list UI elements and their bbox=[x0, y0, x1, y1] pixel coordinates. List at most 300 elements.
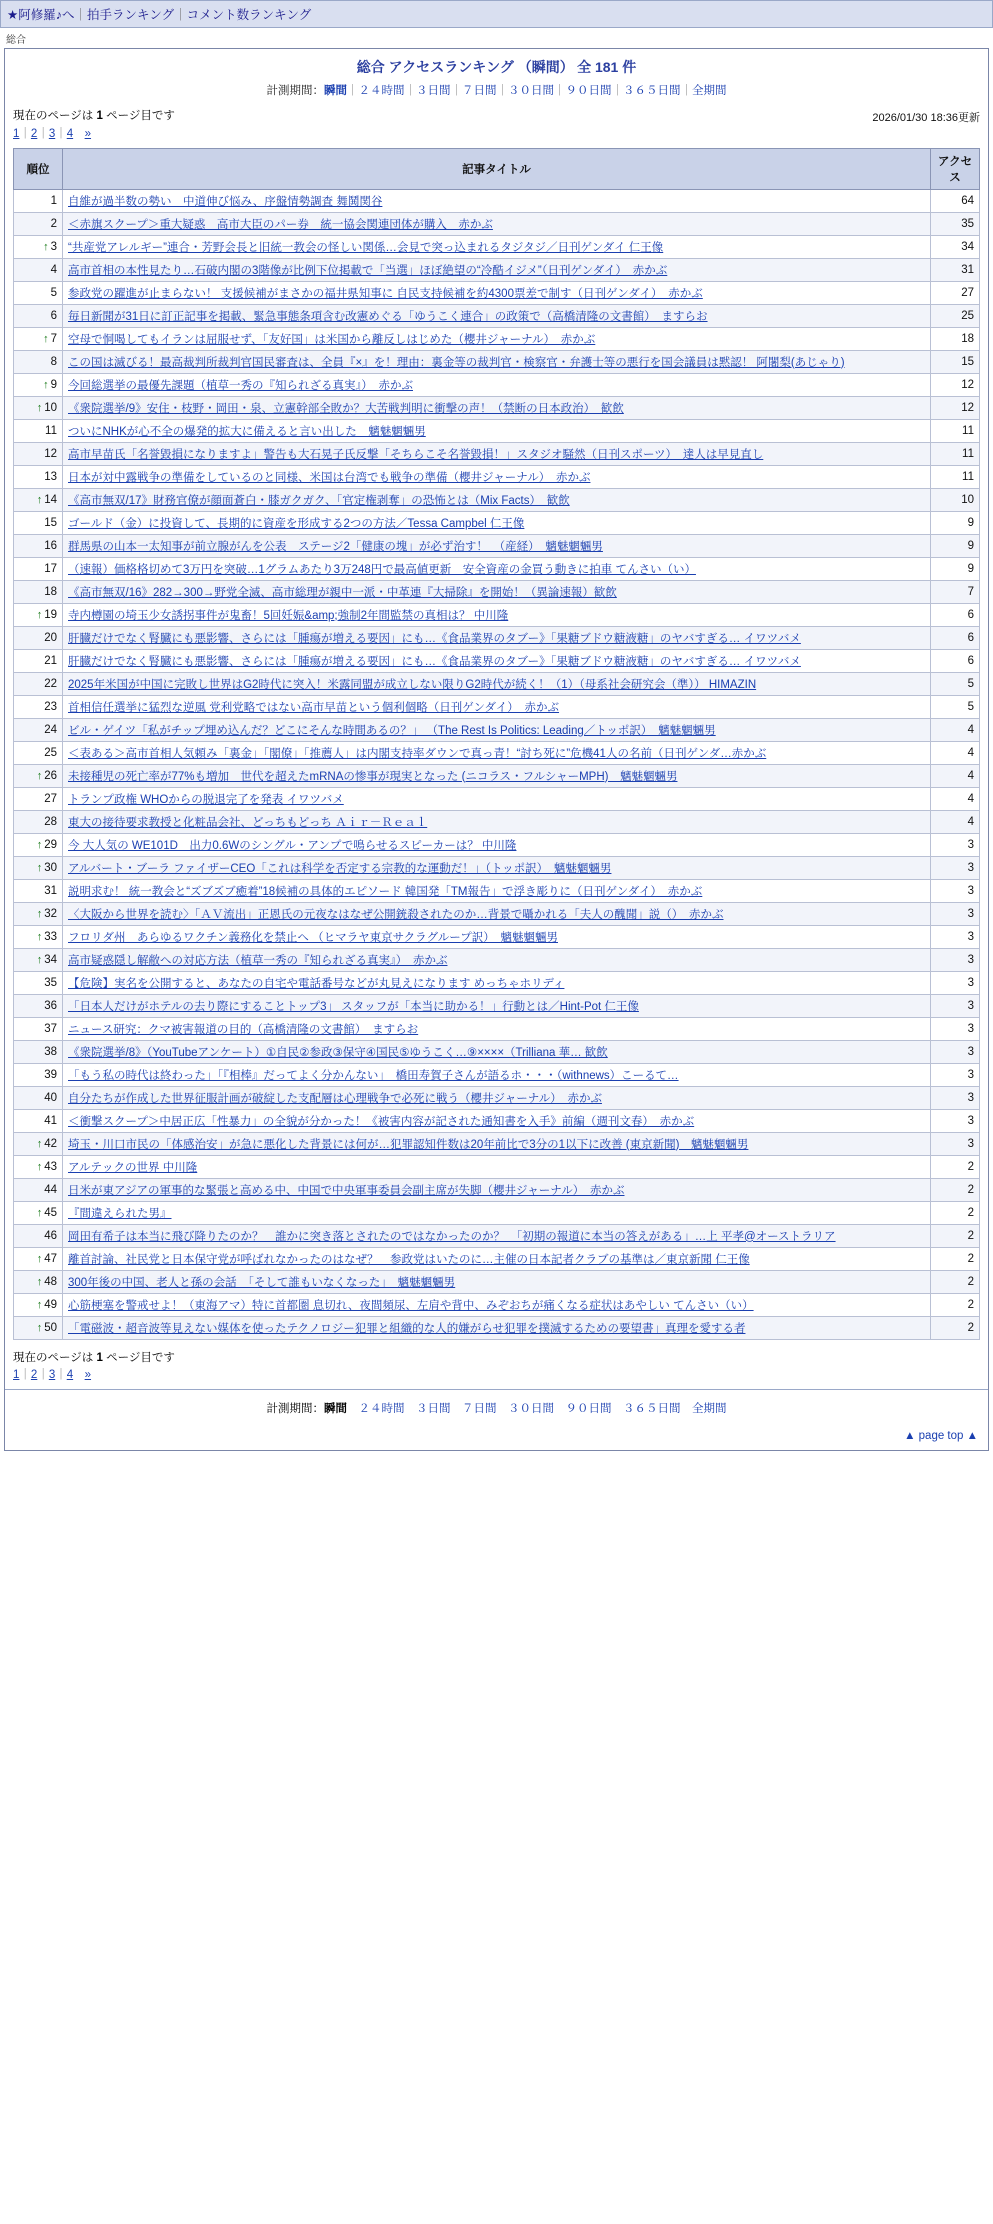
page-title-wrap bbox=[5, 49, 988, 79]
access-count-cell: 4 bbox=[931, 810, 980, 833]
article-title-link[interactable]: 《高市無双/16》282→300→野党全滅、高市総理が親中一派・中革連『大掃除』を開始！（異論速報）歓飲 bbox=[68, 586, 617, 599]
rank-number: 9 bbox=[50, 378, 57, 391]
arrow-up-icon: ↑ bbox=[36, 953, 43, 966]
arrow-up-icon: ↑ bbox=[43, 378, 49, 391]
title-cell bbox=[63, 810, 931, 833]
rank-cell bbox=[14, 626, 63, 649]
article-title-link[interactable]: ゴールド（金）に投資して、長期的に資産を形成する2つの方法／Tessa Campbel 仁王像 bbox=[68, 517, 525, 530]
title-cell bbox=[63, 212, 931, 235]
table-row bbox=[14, 212, 980, 235]
rank-number: 35 bbox=[44, 976, 57, 989]
title-cell bbox=[63, 1017, 931, 1040]
article-title-link[interactable]: ＜表ある＞高市首相人気頼み「裏金」「閣僚」「推薦人」は内閣支持率ダウンで真っ青！“討ち死に”危機41人の名前（日刊ゲンダ…赤かぶ bbox=[68, 747, 767, 760]
rank-cell bbox=[14, 810, 63, 833]
table-row bbox=[14, 1201, 980, 1224]
table-header-row bbox=[14, 148, 980, 189]
rank-number: 11 bbox=[45, 424, 57, 437]
rank-number: 50 bbox=[44, 1321, 57, 1334]
rank-cell bbox=[14, 879, 63, 902]
title-cell bbox=[63, 350, 931, 373]
table-row bbox=[14, 258, 980, 281]
table-row bbox=[14, 1224, 980, 1247]
title-cell bbox=[63, 1247, 931, 1270]
article-title-link[interactable]: 自維が過半数の勢い 中道伸び悩み、序盤情勢調査 舞鬨関谷 bbox=[68, 195, 383, 208]
access-count-cell: 6 bbox=[931, 626, 980, 649]
page-status-post-top: ページ目です bbox=[106, 110, 175, 122]
access-count-cell: 4 bbox=[931, 741, 980, 764]
article-title-link[interactable]: 〈大阪から世界を読む〉「ＡＶ流出」正恩氏の元夜なはなぜ公開銃殺されたのか…背景で囁かれる「夫人の醜聞」説（） 赤かぶ bbox=[68, 908, 724, 921]
table-row bbox=[14, 580, 980, 603]
title-cell bbox=[63, 258, 931, 281]
title-cell bbox=[63, 971, 931, 994]
title-cell bbox=[63, 695, 931, 718]
title-cell bbox=[63, 1224, 931, 1247]
table-row bbox=[14, 695, 980, 718]
article-title-link[interactable]: 「日本人だけがホテルの去り際にすることトップ3」 スタッフが「本当に助かる！」行動とは／Hint-Pot 仁王像 bbox=[68, 1000, 639, 1013]
arrow-up-icon: ↑ bbox=[36, 608, 43, 621]
title-cell bbox=[63, 304, 931, 327]
rank-number: 1 bbox=[50, 194, 57, 207]
paging-row-top bbox=[5, 106, 988, 144]
title-cell bbox=[63, 580, 931, 603]
article-title-link[interactable]: 日本が対中露戦争の準備をしているのと同様、米国は台湾でも戦争の準備（櫻井ジャーナル） 赤かぶ bbox=[68, 471, 591, 484]
article-title-link[interactable]: 肝臓だけでなく腎臓にも悪影響、さらには「腫瘍が増える要因」にも…《食品業界のタブー》「果糖ブドウ糖液糖」のヤバすぎる… イワツバメ bbox=[68, 655, 801, 668]
total-count: 全 181 件 bbox=[577, 59, 637, 75]
page-link-bottom-3[interactable]: 3 bbox=[48, 1369, 56, 1382]
rank-number: 13 bbox=[44, 470, 57, 483]
article-title-link[interactable]: 肝臓だけでなく腎臓にも悪影響、さらには「腫瘍が増える要因」にも…《食品業界のタブー》「果糖ブドウ糖液糖」のヤバすぎる… イワツバメ bbox=[68, 632, 801, 645]
arrow-up-icon: ↑ bbox=[43, 332, 49, 345]
access-count-cell: 11 bbox=[931, 465, 980, 488]
article-title-link[interactable]: 自分たちが作成した世界征服計画が破綻した支配層は心理戦争で必死に戦う（櫻井ジャーナル） 赤かぶ bbox=[68, 1092, 602, 1105]
article-title-link[interactable]: 今回総選挙の最優先課題（植草一秀の『知られざる真実』） 赤かぶ bbox=[68, 379, 413, 392]
article-title-link[interactable]: 『間違えられた男』 bbox=[68, 1207, 172, 1220]
article-title-link[interactable]: フロリダ州 あらゆるワクチン義務化を禁止へ （ヒマラヤ東京サクラグループ訳） 魑魅魍魎男 bbox=[68, 931, 558, 944]
access-count-cell: 3 bbox=[931, 1109, 980, 1132]
period-option-top-1[interactable]: ２４時間 bbox=[358, 85, 405, 97]
title-cell bbox=[63, 1178, 931, 1201]
period-option-top-5[interactable]: ９０日間 bbox=[565, 85, 612, 97]
rank-number: 28 bbox=[44, 815, 57, 828]
period-option-top-2[interactable]: ３日間 bbox=[416, 85, 451, 97]
title-cell bbox=[63, 1201, 931, 1224]
table-row bbox=[14, 396, 980, 419]
rank-number: 33 bbox=[44, 930, 57, 943]
access-count-cell: 9 bbox=[931, 534, 980, 557]
rank-number: 16 bbox=[44, 539, 57, 552]
table-row bbox=[14, 1086, 980, 1109]
period-option-bottom-4[interactable]: ３０日間 bbox=[508, 1403, 554, 1416]
rank-number: 24 bbox=[44, 723, 57, 736]
period-selector-bottom bbox=[5, 1390, 988, 1424]
table-row bbox=[14, 419, 980, 442]
rank-number: 32 bbox=[44, 907, 57, 920]
period-option-top-3[interactable]: ７日間 bbox=[462, 85, 497, 97]
arrow-up-icon: ↑ bbox=[36, 1206, 43, 1219]
access-count-cell: 9 bbox=[931, 557, 980, 580]
rank-cell bbox=[14, 1247, 63, 1270]
page-status-pre-top: 現在のページは bbox=[13, 110, 94, 122]
table-row bbox=[14, 442, 980, 465]
table-row bbox=[14, 925, 980, 948]
table-row bbox=[14, 626, 980, 649]
rank-number: 25 bbox=[44, 746, 57, 759]
rank-number: 43 bbox=[44, 1160, 57, 1173]
access-count-cell: 4 bbox=[931, 764, 980, 787]
period-option-bottom-5[interactable]: ９０日間 bbox=[565, 1403, 612, 1416]
access-count-cell: 2 bbox=[931, 1155, 980, 1178]
table-row bbox=[14, 833, 980, 856]
rank-cell bbox=[14, 419, 63, 442]
rank-number: 42 bbox=[44, 1137, 57, 1150]
page-top-link[interactable]: ▲ page top ▲ bbox=[904, 1430, 978, 1443]
ranking-table bbox=[13, 148, 980, 1340]
page-link-bottom-next[interactable]: » bbox=[84, 1369, 92, 1382]
rank-number: 31 bbox=[44, 884, 57, 897]
access-count-cell: 11 bbox=[931, 442, 980, 465]
access-count-cell: 25 bbox=[931, 304, 980, 327]
page-title: 総合 アクセスランキング （瞬間） bbox=[356, 59, 574, 75]
title-cell bbox=[63, 419, 931, 442]
rank-cell bbox=[14, 373, 63, 396]
article-title-link[interactable]: “共産党アレルギー”連合・芳野会長と旧統一教会の怪しい関係…会見で突っ込まれるタジタジ／日刊ゲンダイ 仁王像 bbox=[68, 241, 664, 254]
rank-number: 26 bbox=[44, 769, 57, 782]
rank-number: 44 bbox=[44, 1183, 57, 1196]
arrow-up-icon: ↑ bbox=[36, 401, 43, 414]
link-applause-ranking[interactable]: 拍手ランキング bbox=[86, 8, 175, 22]
pagination-bottom: 1｜2｜3｜4 » bbox=[13, 1369, 92, 1382]
table-row bbox=[14, 879, 980, 902]
access-count-cell: 12 bbox=[931, 396, 980, 419]
period-option-top-0[interactable]: 瞬間 bbox=[324, 85, 347, 97]
access-count-cell: 3 bbox=[931, 1086, 980, 1109]
page-link-top-4[interactable]: 4 bbox=[66, 127, 74, 140]
rank-cell bbox=[14, 1270, 63, 1293]
rank-cell bbox=[14, 695, 63, 718]
rank-number: 48 bbox=[44, 1275, 57, 1288]
rank-number: 15 bbox=[44, 516, 57, 529]
title-cell bbox=[63, 1155, 931, 1178]
rank-number: 5 bbox=[50, 286, 57, 299]
period-option-bottom-7[interactable]: 全期間 bbox=[692, 1403, 727, 1416]
rank-number: 20 bbox=[44, 631, 57, 644]
table-row bbox=[14, 1109, 980, 1132]
period-option-bottom-3[interactable]: ７日間 bbox=[462, 1403, 497, 1416]
access-count-cell: 2 bbox=[931, 1201, 980, 1224]
period-option-bottom-1[interactable]: ２４時間 bbox=[358, 1403, 405, 1416]
rank-cell bbox=[14, 189, 63, 212]
page-status-num-bottom: 1 bbox=[96, 1351, 103, 1364]
rank-cell bbox=[14, 764, 63, 787]
title-cell bbox=[63, 1086, 931, 1109]
article-title-link[interactable]: 離首討論、社民党と日本保守党が呼ばれなかったのはなぜ？ 参政党はいたのに…主催の日本記者クラブの基準は／東京新聞 仁王像 bbox=[68, 1253, 750, 1266]
period-label-bottom: 計測期間： bbox=[266, 1403, 324, 1416]
page-status-bottom bbox=[13, 1350, 980, 1368]
access-count-cell: 2 bbox=[931, 1247, 980, 1270]
rank-cell bbox=[14, 1155, 63, 1178]
nav-separator-1: ｜ bbox=[74, 8, 87, 22]
title-cell bbox=[63, 534, 931, 557]
rank-cell bbox=[14, 1178, 63, 1201]
article-title-link[interactable]: アルテックの世界 中川隆 bbox=[68, 1161, 198, 1174]
arrow-up-icon: ↑ bbox=[36, 861, 43, 874]
ranking-table-body bbox=[14, 189, 980, 1339]
table-row bbox=[14, 235, 980, 258]
rank-number: 18 bbox=[44, 585, 57, 598]
page-top-link-wrap bbox=[5, 1424, 988, 1450]
table-row bbox=[14, 1040, 980, 1063]
article-title-link[interactable]: （速報）価格格切めて3万円を突破…1グラムあたり3万248円で最高値更新 安全資産の金買う動きに拍車 てんさい（い） bbox=[68, 563, 696, 576]
article-title-link[interactable]: 300年後の中国、老人と孫の会話 「そして誰もいなくなった」 魑魅魍魎男 bbox=[68, 1276, 456, 1289]
table-row bbox=[14, 810, 980, 833]
article-title-link[interactable]: 《高市無双/17》財務官僚が顔面蒼白・膝ガクガク、「官定権剥奪」の恐怖とは（Mix Facts） 歓飲 bbox=[68, 494, 570, 507]
title-cell bbox=[63, 925, 931, 948]
article-title-link[interactable]: 寺内樽園の埼玉少女誘拐事件が鬼畜！5回妊娠&amp;強制2年間監禁の真相は？ 中川隆 bbox=[68, 609, 509, 622]
access-count-cell: 2 bbox=[931, 1224, 980, 1247]
table-row bbox=[14, 787, 980, 810]
title-cell bbox=[63, 902, 931, 925]
article-title-link[interactable]: ビル・ゲイツ「私がチップ埋め込んだ？どこにそんな時間あるの？」 （The Rest Is Politics: Leading／トッポ訳） 魑魅魍魎男 bbox=[68, 724, 716, 737]
table-row bbox=[14, 350, 980, 373]
table-row bbox=[14, 994, 980, 1017]
rank-cell bbox=[14, 1063, 63, 1086]
ranking-panel bbox=[4, 48, 989, 1451]
article-title-link[interactable]: 「もう私の時代は終わった」「『相棒』だってよく分かんない」 橋田寿賀子さんが語るホ・・・（withnews）こーるて… bbox=[68, 1069, 679, 1082]
article-title-link[interactable]: 参政党の躍進が止まらない！ 支援候補がまさかの福井県知事に 自民支持候補を約4300票差で制す（日刊ゲンダイ） 赤かぶ bbox=[68, 287, 703, 300]
rank-number: 38 bbox=[44, 1045, 57, 1058]
table-row bbox=[14, 281, 980, 304]
title-cell bbox=[63, 327, 931, 350]
period-option-top-6[interactable]: ３６５日間 bbox=[623, 85, 681, 97]
rank-cell bbox=[14, 1040, 63, 1063]
access-count-cell: 12 bbox=[931, 373, 980, 396]
nav-separator-2: ｜ bbox=[174, 8, 187, 22]
rank-number: 30 bbox=[44, 861, 57, 874]
article-title-link[interactable]: 今 大人気の WE101D 出力0.6Wのシングル・アンプで鳴らせるスピーカーは？ 中川隆 bbox=[68, 839, 517, 852]
title-cell bbox=[63, 1132, 931, 1155]
article-title-link[interactable]: 【危険】実名を公開すると、あなたの自宅や電話番号などが丸見えになります めっちゃホリディ bbox=[68, 977, 565, 990]
access-count-cell: 34 bbox=[931, 235, 980, 258]
rank-cell bbox=[14, 281, 63, 304]
table-row bbox=[14, 1316, 980, 1339]
table-row bbox=[14, 189, 980, 212]
column-header-title: 記事タイトル bbox=[63, 148, 931, 189]
rank-cell bbox=[14, 304, 63, 327]
table-row bbox=[14, 649, 980, 672]
access-count-cell: 3 bbox=[931, 971, 980, 994]
article-title-link[interactable]: ニュース研究：クマ被害報道の目的（高橋清隆の文書館） ますらお bbox=[68, 1023, 419, 1036]
rank-cell bbox=[14, 856, 63, 879]
rank-number: 12 bbox=[44, 447, 57, 460]
page-link-top-1[interactable]: 1 bbox=[13, 127, 20, 140]
rank-cell bbox=[14, 580, 63, 603]
article-title-link[interactable]: トランプ政権 WHOからの脱退完了を発表 イワツバメ bbox=[68, 793, 344, 806]
rank-number: 21 bbox=[44, 654, 57, 667]
access-count-cell: 4 bbox=[931, 718, 980, 741]
article-title-link[interactable]: 高市疑惑隠し解敝への対応方法（植草一秀の『知られざる真実』） 赤かぶ bbox=[68, 954, 448, 967]
rank-cell bbox=[14, 902, 63, 925]
table-row bbox=[14, 373, 980, 396]
article-title-link[interactable]: 未接種児の死亡率が77%も増加 世代を超えたmRNAの惨事が現実となった (ニコラス・フルシャーMPH) 魑魅魍魎男 bbox=[68, 770, 678, 783]
article-title-link[interactable]: 群馬県の山本一太知事が前立腺がんを公表 ステージ2「健康の塊」が必ず治す！ （産経） 魑魅魍魎男 bbox=[68, 540, 603, 553]
article-title-link[interactable]: ＜赤旗スクープ＞重大疑惑 高市大臣のパー券 統一協会関連団体が購入 赤かぶ bbox=[68, 218, 493, 231]
article-title-link[interactable]: 説明求む！ 統一教会と“ズブズブ癒着”18候補の具体的エピソード 韓国発「TM報告」で浮き彫りに（日刊ゲンダイ） 赤かぶ bbox=[68, 885, 703, 898]
table-row bbox=[14, 304, 980, 327]
table-row bbox=[14, 511, 980, 534]
table-row bbox=[14, 1155, 980, 1178]
article-title-link[interactable]: 岡田有希子は本当に飛び降りたのか？ 誰かに突き落とされたのではなかったのか？ 「初期の報道に本当の答えがある」…上 平孝@オーストラリア bbox=[68, 1230, 836, 1243]
rank-number: 46 bbox=[44, 1229, 57, 1242]
article-title-link[interactable]: 2025年米国が中国に完敗し世界はG2時代に突入！米露同盟が成立しない限りG2時代が続く！（1）（母系社会研究会（準）） HIMAZIN bbox=[68, 678, 757, 691]
title-cell bbox=[63, 948, 931, 971]
article-title-link[interactable]: 高市早苗氏「名誉毀損になりますよ」警告も大石晃子氏反撃「そちらこそ名誉毀損！」スタジオ騒然（日刊スポーツ） 達人は早見直し bbox=[68, 448, 764, 461]
arrow-up-icon: ↑ bbox=[36, 493, 43, 506]
rank-cell bbox=[14, 1109, 63, 1132]
access-count-cell: 3 bbox=[931, 925, 980, 948]
rank-number: 19 bbox=[44, 608, 57, 621]
title-cell bbox=[63, 1316, 931, 1339]
page-status-top bbox=[13, 108, 175, 126]
top-navigation-bar bbox=[0, 0, 993, 28]
table-row bbox=[14, 741, 980, 764]
access-count-cell: 3 bbox=[931, 994, 980, 1017]
access-count-cell: 64 bbox=[931, 189, 980, 212]
last-updated: 2026/01/30 18:36更新 bbox=[872, 112, 980, 124]
link-asyura-home[interactable]: ★阿修羅♪へ bbox=[7, 8, 75, 22]
article-title-link[interactable]: 東大の接待要求教授と化粧品会社、どっちもどっち Ａｉｒ－Ｒｅａｌ bbox=[68, 816, 428, 829]
link-comment-ranking[interactable]: コメント数ランキング bbox=[186, 8, 312, 22]
rank-cell bbox=[14, 1086, 63, 1109]
article-title-link[interactable]: この国は滅びる！最高裁判所裁判官国民審査は、全員『×』を！理由：裏金等の裁判官・検察官・弁護士等の悪行を国会議員は黙認！ 阿闍梨(あじゃり) bbox=[68, 356, 845, 369]
access-count-cell: 2 bbox=[931, 1316, 980, 1339]
rank-number: 49 bbox=[44, 1298, 57, 1311]
title-cell bbox=[63, 649, 931, 672]
period-option-bottom-2[interactable]: ３日間 bbox=[416, 1403, 451, 1416]
breadcrumb: 総合 bbox=[6, 35, 26, 46]
article-title-link[interactable]: ついにNHKが心不全の爆発的拡大に備えると言い出した 魑魅魍魎男 bbox=[68, 425, 426, 438]
rank-number: 4 bbox=[50, 263, 57, 276]
article-title-link[interactable]: 首相信任選挙に猛烈な逆風 党利党略ではない高市早苗という個利個略（日刊ゲンダイ） 赤かぶ bbox=[68, 701, 560, 714]
page-link-bottom-4[interactable]: 4 bbox=[66, 1369, 74, 1382]
title-cell bbox=[63, 557, 931, 580]
article-title-link[interactable]: 毎日新聞が31日に訂正記事を掲載、緊急事態条項含む改憲めぐる「ゆうこく連合」の政策で（高橋清隆の文書館） ますらお bbox=[68, 310, 708, 323]
arrow-up-icon: ↑ bbox=[36, 1321, 43, 1334]
rank-cell bbox=[14, 442, 63, 465]
rank-cell bbox=[14, 833, 63, 856]
article-title-link[interactable]: アルバート・ブーラ ファイザーCEO「これは科学を否定する宗教的な運動だ！」（トッポ訳） 魑魅魍魎男 bbox=[68, 862, 612, 875]
rank-cell bbox=[14, 741, 63, 764]
arrow-up-icon: ↑ bbox=[36, 1137, 43, 1150]
arrow-up-icon: ↑ bbox=[36, 907, 43, 920]
rank-number: 22 bbox=[44, 677, 57, 690]
rank-cell bbox=[14, 948, 63, 971]
rank-number: 3 bbox=[50, 240, 57, 253]
article-title-link[interactable]: 空母で恫喝してもイランは屈服せず、「友好国」は米国から離反しはじめた（櫻井ジャーナル） 赤かぶ bbox=[68, 333, 596, 346]
table-row bbox=[14, 327, 980, 350]
rank-cell bbox=[14, 603, 63, 626]
article-title-link[interactable]: ＜衝撃スクープ＞中居正広「性暴力」の全貌が分かった！《被害内容が記された通知書を入手》前編（週刊文春） 赤かぶ bbox=[68, 1115, 695, 1128]
rank-cell bbox=[14, 534, 63, 557]
article-title-link[interactable]: 日米が東アジアの軍事的な緊張と高める中、中国で中央軍事委員会副主席が失脚（櫻井ジャーナル） 赤かぶ bbox=[68, 1184, 625, 1197]
rank-cell bbox=[14, 488, 63, 511]
rank-number: 6 bbox=[50, 309, 57, 322]
rank-cell bbox=[14, 212, 63, 235]
rank-cell bbox=[14, 994, 63, 1017]
article-title-link[interactable]: 埼玉・川口市民の「体感治安」が急に悪化した背景には何が…犯罪認知件数は20年前比で3分の1以下に改善 (東京新聞) 魑魅魍魎男 bbox=[68, 1138, 749, 1151]
period-selector-top: 計測期間：瞬間｜２４時間｜３日間｜７日間｜３０日間｜９０日間｜３６５日間｜全期間 bbox=[266, 85, 727, 97]
rank-cell bbox=[14, 258, 63, 281]
page-link-top-2[interactable]: 2 bbox=[30, 127, 38, 140]
access-count-cell: 11 bbox=[931, 419, 980, 442]
rank-number: 7 bbox=[50, 332, 57, 345]
access-count-cell: 2 bbox=[931, 1178, 980, 1201]
title-cell bbox=[63, 465, 931, 488]
page-link-bottom-2[interactable]: 2 bbox=[30, 1369, 38, 1382]
title-cell bbox=[63, 626, 931, 649]
access-count-cell: 5 bbox=[931, 672, 980, 695]
title-cell bbox=[63, 718, 931, 741]
page-link-top-next[interactable]: » bbox=[84, 127, 92, 140]
arrow-up-icon: ↑ bbox=[43, 240, 49, 253]
rank-number: 14 bbox=[44, 493, 57, 506]
article-title-link[interactable]: 高市首相の本性見たり…石破内閣の3階像が比例下位掲載で「当選」ほぼ絶望の“冷酷イジメ”（日刊ゲンダイ） 赤かぶ bbox=[68, 264, 668, 277]
period-label-top: 計測期間： bbox=[266, 85, 324, 97]
rank-number: 23 bbox=[44, 700, 57, 713]
title-cell bbox=[63, 511, 931, 534]
title-cell bbox=[63, 442, 931, 465]
rank-number: 10 bbox=[44, 401, 57, 414]
article-title-link[interactable]: 心筋梗塞を警戒せよ！（東海アマ）特に首都圏 息切れ、夜間頻尿、左肩や背中、みぞおちが痛くなる症状はあやしい てんさい（い） bbox=[68, 1299, 754, 1312]
period-option-top-4[interactable]: ３０日間 bbox=[508, 85, 554, 97]
access-count-cell: 3 bbox=[931, 1040, 980, 1063]
article-title-link[interactable]: 「電磁波・超音波等見えない媒体を使ったテクノロジー犯罪と組織的な人的嫌がらせ犯罪を撲滅するための要望書」真理を愛する者 bbox=[68, 1322, 746, 1335]
arrow-up-icon: ↑ bbox=[36, 1252, 43, 1265]
title-cell bbox=[63, 189, 931, 212]
article-title-link[interactable]: 《衆院選挙/9》安住・枝野・岡田・泉、立憲幹部全敗か？大苦戦判明に衝撃の声！（禁断の日本政治） 歓飲 bbox=[68, 402, 624, 415]
period-option-bottom-6[interactable]: ３６５日間 bbox=[623, 1403, 681, 1416]
access-count-cell: 10 bbox=[931, 488, 980, 511]
title-cell bbox=[63, 1293, 931, 1316]
table-row bbox=[14, 534, 980, 557]
title-cell bbox=[63, 764, 931, 787]
arrow-up-icon: ↑ bbox=[36, 1275, 43, 1288]
arrow-up-icon: ↑ bbox=[36, 838, 43, 851]
table-row bbox=[14, 1270, 980, 1293]
access-count-cell: 7 bbox=[931, 580, 980, 603]
rank-number: 34 bbox=[44, 953, 57, 966]
page-status-post-bottom: ページ目です bbox=[106, 1351, 175, 1364]
table-row bbox=[14, 971, 980, 994]
rank-cell bbox=[14, 396, 63, 419]
rank-cell bbox=[14, 1201, 63, 1224]
rank-cell bbox=[14, 1017, 63, 1040]
access-count-cell: 2 bbox=[931, 1270, 980, 1293]
page-link-bottom-1[interactable]: 1 bbox=[13, 1369, 20, 1382]
period-option-top-7[interactable]: 全期間 bbox=[692, 85, 727, 97]
arrow-up-icon: ↑ bbox=[36, 769, 43, 782]
period-option-bottom-0[interactable]: 瞬間 bbox=[324, 1403, 347, 1416]
rank-cell bbox=[14, 557, 63, 580]
pagination-top: 1｜2｜3｜4 » bbox=[13, 127, 92, 140]
table-row bbox=[14, 902, 980, 925]
table-row bbox=[14, 1178, 980, 1201]
table-row bbox=[14, 1017, 980, 1040]
page-link-top-3[interactable]: 3 bbox=[48, 127, 56, 140]
rank-number: 40 bbox=[44, 1091, 57, 1104]
title-cell bbox=[63, 1109, 931, 1132]
access-count-cell: 6 bbox=[931, 603, 980, 626]
article-title-link[interactable]: 《衆院選挙/8》（YouTubeアンケート）①自民②参政③保守④国民⑤ゆうこく…⑨××××（Trilliana 華… 歓飲 bbox=[68, 1046, 608, 1059]
